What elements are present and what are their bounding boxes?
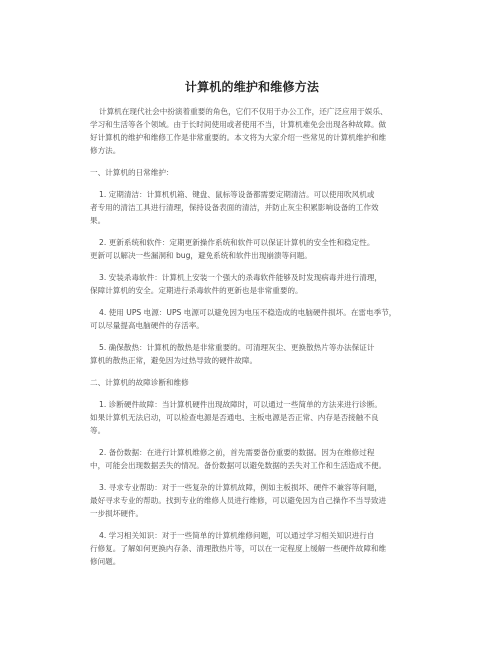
section-heading-daily-maintenance: 一、计算机的日常维护： bbox=[90, 168, 174, 177]
item-line: 可以尽量提高电脑硬件的存活率。 bbox=[90, 321, 204, 330]
item-line: 2. 更新系统和软件：定期更新操作系统和软件可以保证计算机的安全性和稳定性。 bbox=[99, 238, 375, 247]
item-line: 4. 学习相关知识：对于一些简单的计算机维修问题，可以通过学习相关知识进行自 bbox=[99, 531, 375, 540]
list-item-update bbox=[90, 236, 414, 262]
list-item-ups bbox=[90, 306, 414, 332]
intro-line: 学习和生活等各个领域。由于长时间使用或者使用不当，计算机难免会出现各种故障。做 bbox=[90, 120, 387, 129]
list-item-diagnose bbox=[90, 398, 414, 437]
item-line: 修问题。 bbox=[90, 557, 121, 566]
list-item-backup bbox=[90, 446, 414, 472]
intro-line: 计算机在现代社会中扮演着重要的角色，它们不仅用于办公工作，还广泛应用于娱乐、 bbox=[99, 107, 388, 116]
list-item-professional-help bbox=[90, 481, 414, 520]
item-line: 最好寻求专业的帮助。找到专业的维修人员进行维修，可以避免因为自己操作不当导致进 bbox=[90, 496, 387, 505]
intro-line: 好计算机的维护和维修工作是非常重要的。本文将为大家介绍一些常见的计算机维护和维 bbox=[90, 133, 387, 142]
list-item-clean bbox=[90, 188, 414, 227]
item-line: 如果计算机无法启动，可以检查电源是否通电、主板电源是否正常、内存是否接触不良 bbox=[90, 413, 379, 422]
intro-line: 修方法。 bbox=[90, 146, 121, 155]
item-line: 1. 诊断硬件故障：当计算机硬件出现故障时，可以通过一些简单的方法来进行诊断。 bbox=[99, 400, 383, 409]
item-line: 果。 bbox=[90, 216, 106, 225]
list-item-antivirus bbox=[90, 271, 414, 297]
item-line: 行修复。了解如何更换内存条、清理散热片等，可以在一定程度上缓解一些硬件故障和维 bbox=[90, 544, 387, 553]
item-line: 更新可以解决一些漏洞和 bug，避免系统和软件出现崩溃等问题。 bbox=[90, 251, 312, 260]
item-line: 2. 备份数据：在进行计算机维修之前，首先需要备份重要的数据。因为在维修过程 bbox=[99, 448, 375, 457]
item-line: 一步损坏硬件。 bbox=[90, 509, 144, 518]
intro-paragraph bbox=[90, 105, 414, 157]
document-title: 计算机的维护和维修方法 bbox=[184, 80, 320, 94]
item-line: 4. 使用 UPS 电源：UPS 电源可以避免因为电压不稳造成的电脑硬件损坏。在雷电季节， bbox=[99, 308, 397, 317]
list-item-learn bbox=[90, 529, 414, 568]
item-line: 算机的散热正常，避免因为过热导致的硬件故障。 bbox=[90, 356, 258, 365]
item-line: 5. 确保散热：计算机的散热是非常重要的。可清理灰尘、更换散热片等办法保证计 bbox=[99, 343, 375, 352]
item-line: 中，可能会出现数据丢失的情况。备份数据可以避免数据的丢失对工作和生活造成不便。 bbox=[90, 461, 387, 470]
item-line: 3. 安装杀毒软件：计算机上安装一个强大的杀毒软件能够及时发现病毒并进行清理， bbox=[99, 273, 383, 282]
item-line: 1. 定期清洁：计算机机箱、键盘、鼠标等设备都需要定期清洁。可以使用吹风机或 bbox=[99, 190, 375, 199]
item-line: 等。 bbox=[90, 426, 106, 435]
list-item-cooling bbox=[90, 341, 414, 367]
item-line: 者专用的清洁工具进行清理，保持设备表面的清洁，并防止灰尘积累影响设备的工作效 bbox=[90, 203, 379, 212]
item-line: 3. 寻求专业帮助：对于一些复杂的计算机故障，例如主板损坏、硬件不兼容等问题， bbox=[99, 483, 383, 492]
section-heading-diagnosis-repair: 二、计算机的故障诊断和维修 bbox=[90, 378, 189, 387]
item-line: 保障计算机的安全。定期进行杀毒软件的更新也是非常重要的。 bbox=[90, 286, 303, 295]
